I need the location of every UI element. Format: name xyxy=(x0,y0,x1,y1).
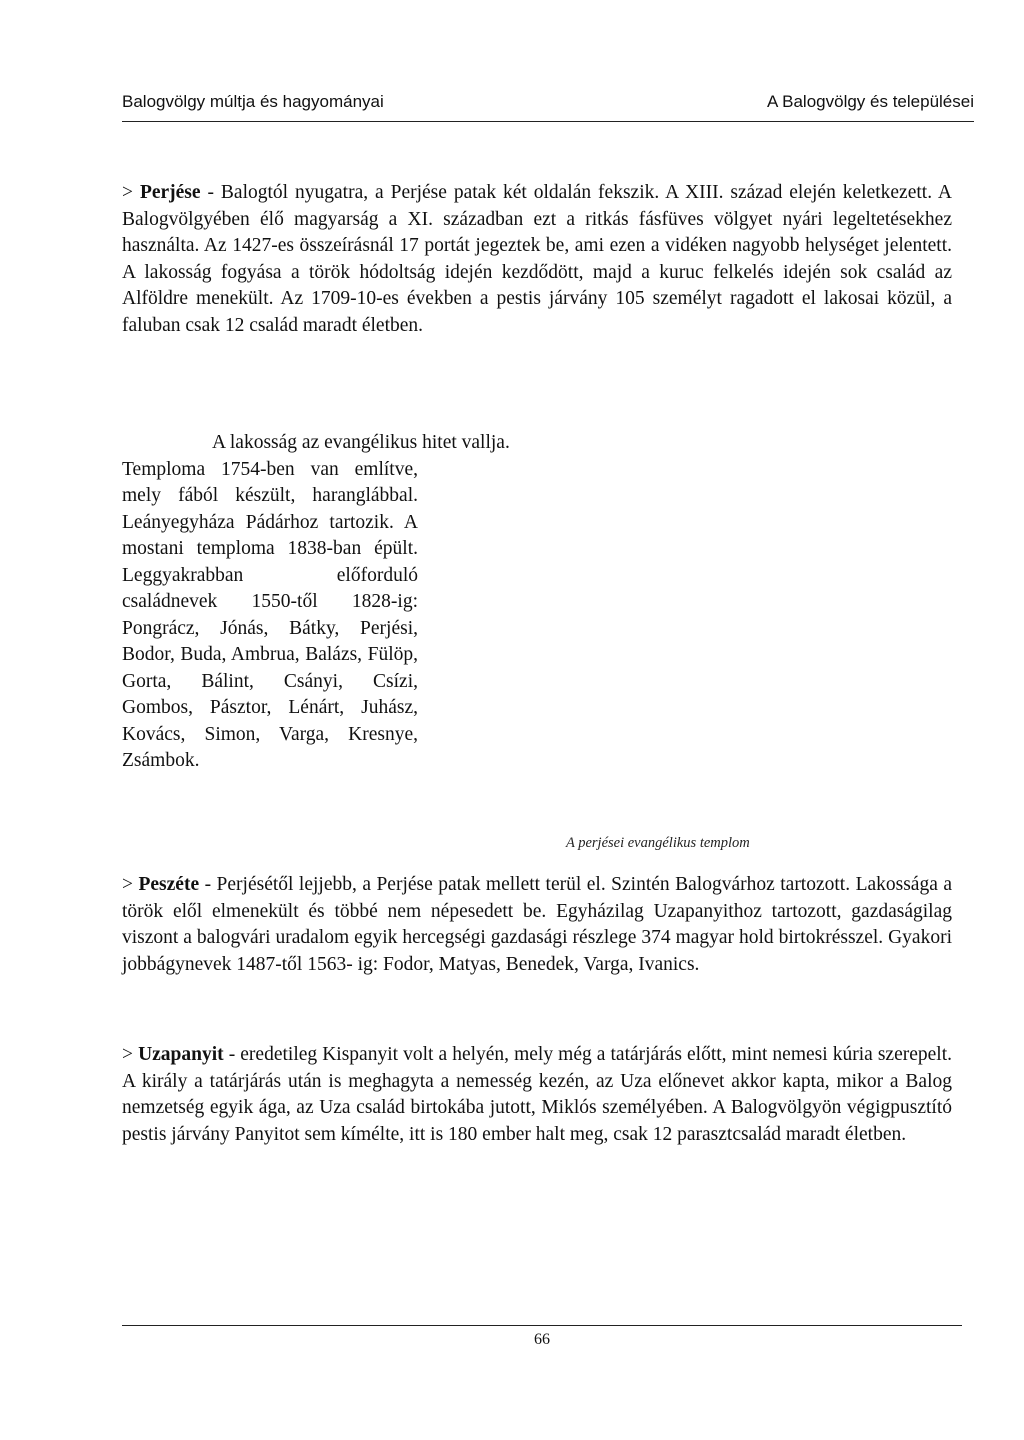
paragraph-perjese xyxy=(122,180,952,339)
entry-text-uzapanyit: - eredetileg Kispanyit volt a helyén, mely még a tatárjárás előtt, mint nemesi kúria szerepelt. A király a tatárjárás után is meghagyta a nemesség kezén, az Uza előnevet akkor kapta, mikor a Balog nemzetség egyik ága, az Uza család birtokába jutott, Miklós személyében. A Balogvölgyön végigpusztító pestis járvány Panyitot sem kímélte, itt is 180 ember halt meg, csak 12 parasztcsalád maradt életben. xyxy=(122,1044,952,1145)
running-header xyxy=(122,92,974,112)
entry-marker: > xyxy=(122,874,133,895)
entry-text-peszete: - Perjésétől lejjebb, a Perjése patak mellett terül el. Szintén Balogvárhoz tartozott. Lakossága a török elől elmenekült és többé nem népesedett be. Egyházilag Uzapanyithoz tartozott, gazdaságilag viszont a balogvári uradalom egyik hercegségi gazdasági részlege 374 magyar hold birtokrésszel. Gyakori jobbágynevek 1487-től 1563- ig: Fodor, Matyas, Benedek, Varga, Ivanics. xyxy=(122,874,952,975)
paragraph-peszete xyxy=(122,872,952,978)
photo-caption: A perjései evangélikus templom xyxy=(566,835,750,851)
church-intro-line: A lakosság az evangélikus hitet vallja. xyxy=(212,432,510,453)
entry-marker: > xyxy=(122,1044,133,1065)
entry-title-peszete: Peszéte xyxy=(138,874,200,895)
header-rule xyxy=(122,121,974,122)
entry-title-uzapanyit: Uzapanyit xyxy=(138,1044,224,1065)
page-number: 66 xyxy=(534,1331,550,1348)
entry-title-perjese: Perjése xyxy=(139,182,201,203)
church-photo xyxy=(455,465,815,825)
header-chapter-title: A Balogvölgy és települései xyxy=(767,92,974,111)
paragraph-uzapanyit xyxy=(122,1042,952,1148)
entry-marker: > xyxy=(122,182,133,203)
paragraph-church xyxy=(122,430,510,775)
entry-text-perjese: - Balogtól nyugatra, a Perjése patak két oldalán fekszik. A XIII. század elején keletkezett. A Balogvölgyében élő magyarság a XI. században ezt a ritkás fásfüves völgyet nyári legeltetésekhez használta. Az 1427-es összeírásnál 17 portát jegeztek be, ami ezen a vidéken nagyobb helységet jelentett. A lakosság fogyása a török hódoltság idején kezdődött, majd a kuruc felkelés idején sok család az Alföldre menekült. Az 1709-10-es években a pestis járvány 105 személyt ragadott el lakosai közül, a faluban csak 12 család maradt életben. xyxy=(122,182,953,336)
header-book-title: Balogvölgy múltja és hagyományai xyxy=(122,92,384,111)
footer-rule xyxy=(122,1325,962,1326)
church-body-text: Temploma 1754-ben van említve, mely fából készült, haranglábbal. Leányegyháza Pádárhoz tartozik. A mostani temploma 1838-ban épült. Leggyakrabban előforduló családnevek 1550-től 1828-ig: Pongrácz, Jónás, Bátky, Perjési, Bodor, Buda, Ambrua, Balázs, Fülöp, Gorta, Bálint, Csányi, Csízi, Gombos, Pásztor, Lénárt, Juhász, Kovács, Simon, Varga, Kresnye, Zsámbok. xyxy=(122,458,418,771)
